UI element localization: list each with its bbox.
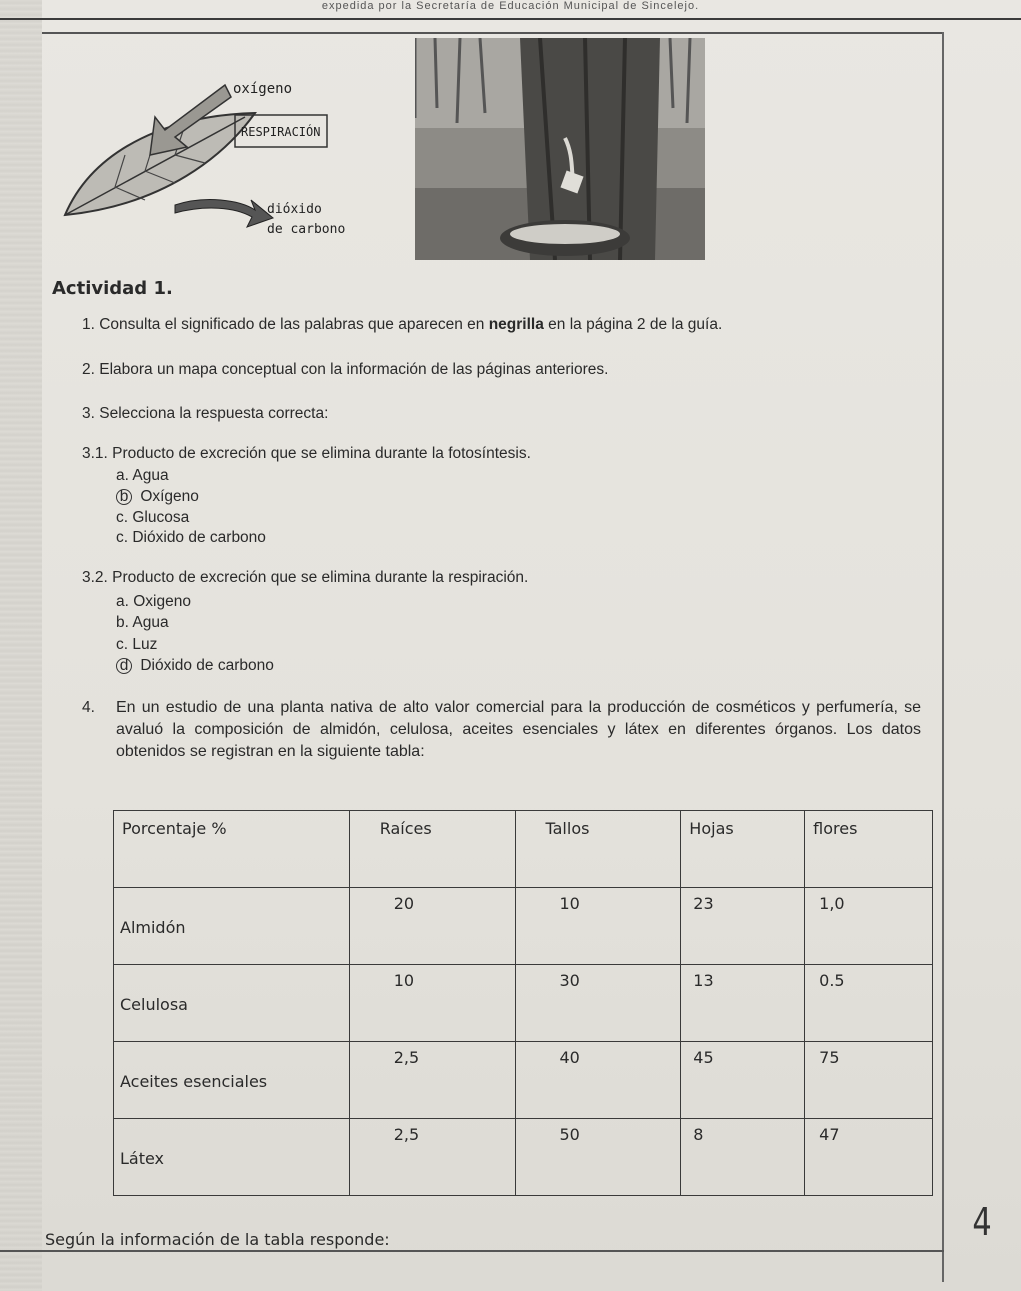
question-3-1: 3.1. Producto de excreción que se elimina durante la fotosíntesis. [82, 445, 531, 462]
table-cell: 20 [349, 888, 515, 965]
table-cell: 8 [681, 1119, 805, 1196]
table-row [114, 1042, 933, 1119]
question-4: En un estudio de una planta nativa de alto valor comercial para la producción de cosméticos y perfumería, se avaluó la composición de almidón, celulosa, aceites esenciales y látex en diferentes órganos. Los datos obtenidos se registran en la siguiente tabla: [116, 699, 921, 760]
table-cell: 30 [515, 965, 681, 1042]
table-cell: 40 [515, 1042, 681, 1119]
table-row [114, 1119, 933, 1196]
oxygen-label: oxígeno [233, 81, 293, 97]
table-header-cell: Raíces [349, 811, 515, 888]
question-3: 3. Selecciona la respuesta correcta: [82, 405, 329, 422]
row-label: Látex [114, 1119, 350, 1196]
table-row [114, 888, 933, 965]
respiration-diagram [55, 55, 365, 265]
table-cell: 0.5 [805, 965, 933, 1042]
selected-answer-mark: d [116, 658, 132, 674]
frame-line [942, 32, 944, 1282]
table-header-row [114, 811, 933, 888]
table-header-cell: flores [805, 811, 933, 888]
header-text: expedida por la Secretaría de Educación Municipal de Sincelejo. [321, 0, 700, 12]
frame-line [42, 32, 942, 34]
table-cell: 47 [805, 1119, 933, 1196]
option-3-1-c: c. Glucosa [116, 509, 190, 526]
option-3-2-b: b. Agua [116, 614, 169, 631]
table-cell: 13 [681, 965, 805, 1042]
row-label: Celulosa [114, 965, 350, 1042]
table-cell: 1,0 [805, 888, 933, 965]
co2-label-2: de carbono [267, 222, 346, 237]
table-cell: 50 [515, 1119, 681, 1196]
table-header-cell: Tallos [515, 811, 681, 888]
co2-arrow [175, 200, 273, 227]
activity-title: Actividad 1. [52, 278, 173, 299]
question-1-end: en la página 2 de la guía. [543, 316, 723, 333]
respiration-label: RESPIRACIÓN [241, 125, 321, 139]
co2-label-1: dióxido [267, 202, 322, 217]
table-header-cell: Porcentaje % [114, 811, 350, 888]
question-1-bold: negrilla [488, 316, 544, 333]
question-1-text: 1. Consulta el significado de las palabras que aparecen en [82, 316, 489, 333]
table-cell: 75 [805, 1042, 933, 1119]
frame-line [0, 1250, 944, 1252]
option-3-2-d-text: Dióxido de carbono [140, 657, 274, 674]
table-cell: 45 [681, 1042, 805, 1119]
row-label: Aceites esenciales [114, 1042, 350, 1119]
table-row [114, 965, 933, 1042]
question-2: 2. Elabora un mapa conceptual con la información de las páginas anteriores. [82, 361, 609, 378]
question-4-number: 4. [82, 699, 95, 716]
table-cell: 10 [515, 888, 681, 965]
option-3-1-a: a. Agua [116, 467, 169, 484]
selected-answer-mark: b [116, 489, 132, 505]
table-cell: 2,5 [349, 1119, 515, 1196]
option-3-1-b [116, 488, 199, 506]
option-3-2-a: a. Oxigeno [116, 593, 191, 610]
table-header-cell: Hojas [681, 811, 805, 888]
question-1 [82, 316, 722, 334]
page-number: 4 [972, 1200, 992, 1244]
option-3-2-c: c. Luz [116, 636, 158, 653]
option-3-1-b-text: Oxígeno [140, 488, 199, 505]
table-cell: 10 [349, 965, 515, 1042]
rubber-tree-photo [415, 38, 705, 260]
table-cell: 23 [681, 888, 805, 965]
option-3-2-d [116, 657, 274, 675]
row-label: Almidón [114, 888, 350, 965]
footer-prompt: Según la información de la tabla responde: [45, 1230, 390, 1249]
fold-shadow [0, 0, 42, 1291]
option-3-1-d: c. Dióxido de carbono [116, 529, 266, 546]
composition-table [113, 810, 933, 1196]
question-3-2: 3.2. Producto de excreción que se elimina durante la respiración. [82, 569, 529, 586]
table-cell: 2,5 [349, 1042, 515, 1119]
